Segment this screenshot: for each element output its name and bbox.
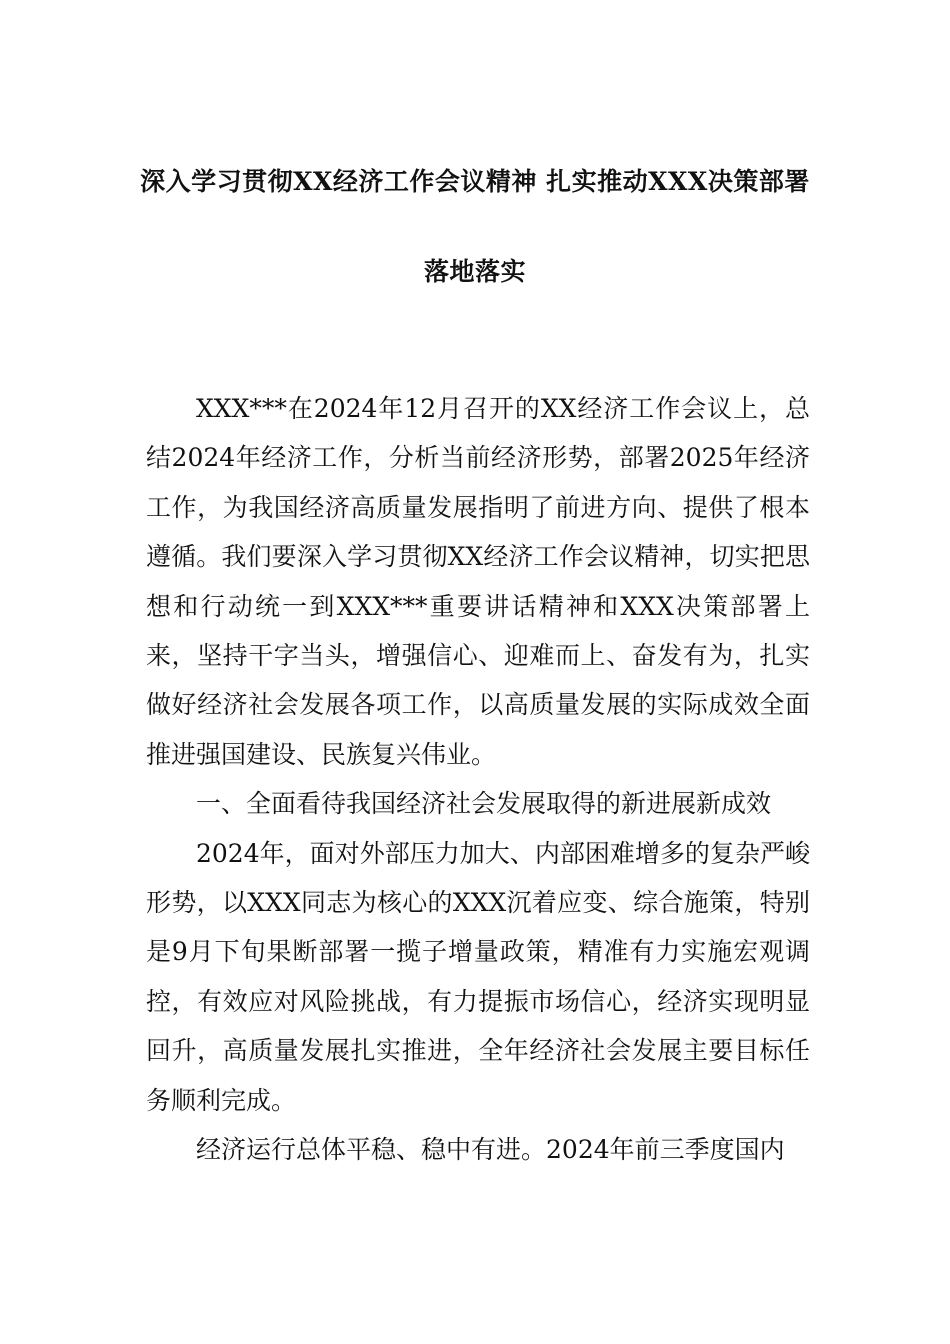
paragraph-2024-overview: 2024年，面对外部压力加大、内部困难增多的复杂严峻形势，以XXX同志为核心的XXX沉着应变、综合施策，特别是9月下旬果断部署一揽子增量政策，精准有力实施宏观调控，有效应对风险挑战，有力提振市场信心，经济实现明显回升，高质量发展扎实推进，全年经济社会发展主要目标任务顺利完成。: [146, 838, 810, 1115]
paragraph-intro: XXX***在2024年12月召开的XX经济工作会议上，总结2024年经济工作，分析当前经济形势，部署2025年经济工作，为我国经济高质量发展指明了前进方向、提供了根本遵循。我们要深入学习贯彻XX经济工作会议精神，切实把思想和行动统一到XXX***重要讲话精神和XXX决策部署上来，坚持干字当头，增强信心、迎难而上、奋发有为，扎实做好经济社会发展各项工作，以高质量发展的实际成效全面推进强国建设、民族复兴伟业。: [146, 394, 810, 769]
paragraph-economy-stable: 经济运行总体平稳、稳中有进。2024年前三季度国内: [196, 1135, 785, 1165]
document-title-line-1: 深入学习贯彻XX经济工作会议精神 扎实推动XXX决策部署: [140, 167, 810, 196]
section-heading-1: 一、全面看待我国经济社会发展取得的新进展新成效: [196, 789, 772, 819]
document-title-line-2: 落地落实: [423, 257, 526, 286]
document-body: [146, 384, 810, 1175]
